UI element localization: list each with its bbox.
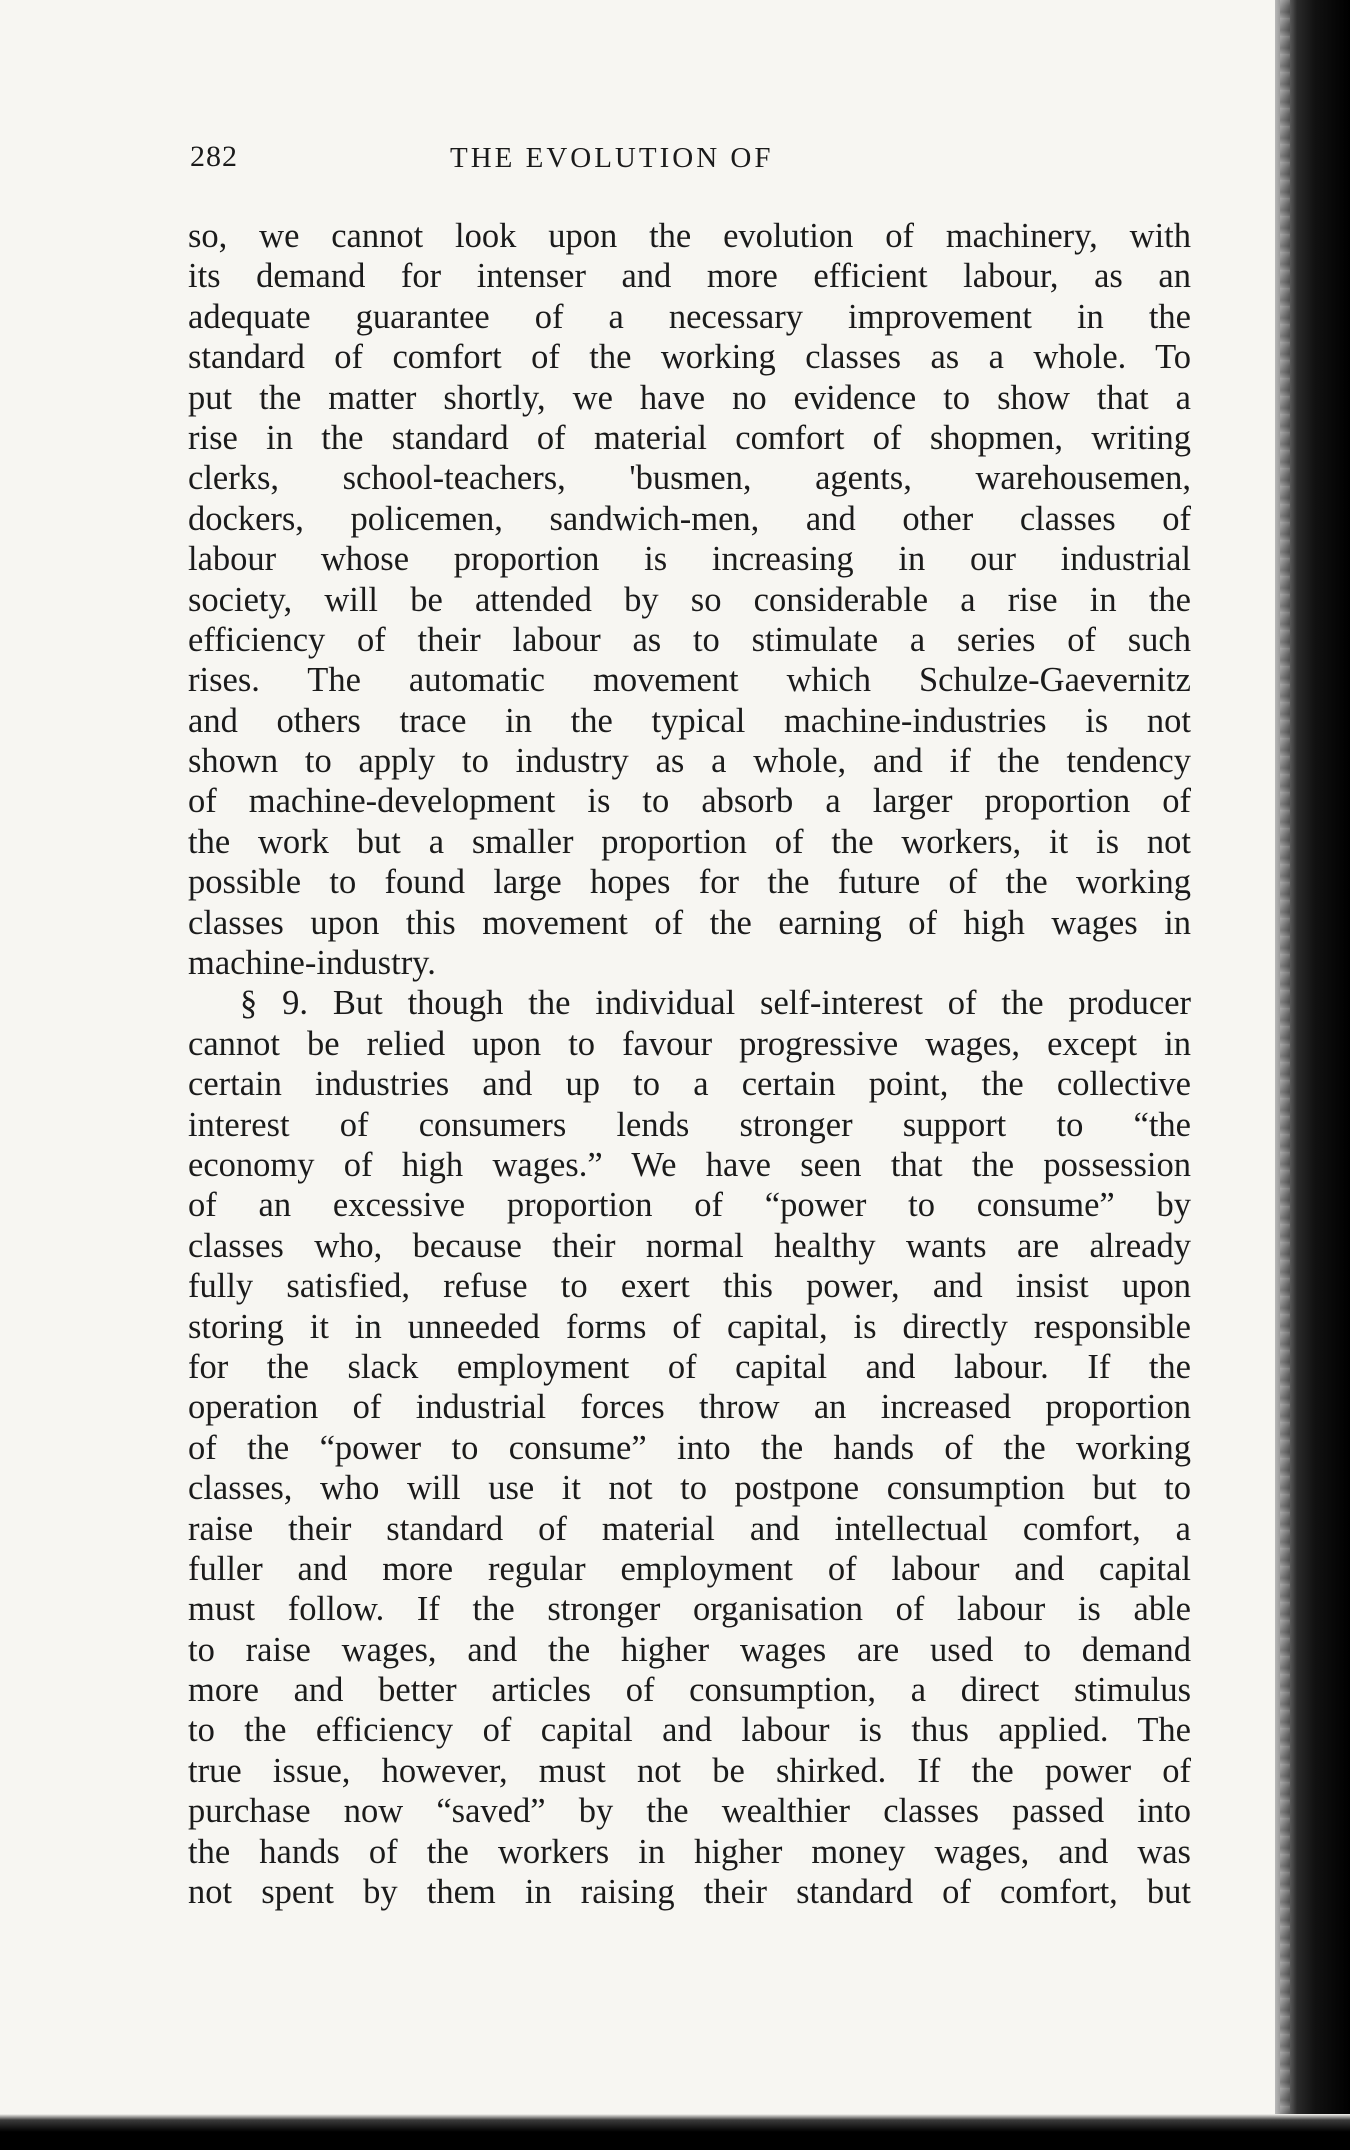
text-line: fuller and more regular employment of labour and capital [188,1549,1191,1588]
text-line: economy of high wages.” We have seen that the possession [188,1145,1191,1184]
text-line: true issue, however, must not be shirked. If the power of [188,1751,1191,1790]
text-line: must follow. If the stronger organisation of labour is able [188,1590,1191,1629]
body-text [188,216,1191,1912]
page-header [190,140,1190,180]
text-line: classes, who will use it not to postpone consumption but to [188,1469,1191,1508]
text-line: for the slack employment of capital and labour. If the [188,1347,1191,1386]
scan-bottom-edge [0,2114,1350,2150]
text-line: not spent by them in raising their standard of comfort, but [188,1873,1191,1912]
text-line: so, we cannot look upon the evolution of machinery, with [188,217,1191,255]
text-line: raise their standard of material and intellectual comfort, a [188,1509,1191,1548]
text-line: and others trace in the typical machine-industries is not [188,701,1191,740]
text-line: possible to found large hopes for the future of the working [188,863,1191,902]
text-line: of an excessive proportion of “power to consume” by [188,1186,1191,1225]
text-line: efficiency of their labour as to stimulate a series of such [188,620,1191,659]
running-title: THE EVOLUTION OF [450,142,774,174]
text-line: shown to apply to industry as a whole, and if the tendency [188,742,1191,781]
page-edge-texture [1280,0,1290,2150]
paragraph-end-line: machine-industry. [188,944,436,983]
text-line: operation of industrial forces throw an increased proportion [188,1388,1191,1427]
text-line: to the efficiency of capital and labour is thus applied. The [188,1711,1191,1750]
text-line: interest of consumers lends stronger support to “the [188,1105,1191,1144]
text-line: classes who, because their normal healthy wants are already [188,1226,1191,1265]
text-line: labour whose proportion is increasing in our industrial [188,540,1191,579]
text-line: fully satisfied, refuse to exert this power, and insist upon [188,1267,1191,1306]
text-line: of machine-development is to absorb a larger proportion of [188,782,1191,821]
text-line: the work but a smaller proportion of the workers, it is not [188,822,1191,861]
section-9-first-line: § 9. But though the individual self-interest of the producer [240,984,1191,1023]
text-line: classes upon this movement of the earning of high wages in [188,903,1191,942]
text-line: society, will be attended by so considerable a rise in the [188,580,1191,619]
text-line: dockers, policemen, sandwich-men, and other classes of [188,499,1191,538]
text-line: of the “power to consume” into the hands of the working [188,1428,1191,1467]
text-line: put the matter shortly, we have no evidence to show that a [188,378,1191,417]
text-line: clerks, school-teachers, 'busmen, agents, warehousemen, [188,459,1191,498]
text-line: the hands of the workers in higher money wages, and was [188,1832,1191,1871]
page-number: 282 [190,140,238,173]
text-line: adequate guarantee of a necessary improvement in the [188,297,1191,336]
text-line: to raise wages, and the higher wages are used to demand [188,1630,1191,1669]
text-line: more and better articles of consumption, a direct stimulus [188,1671,1191,1710]
text-line: certain industries and up to a certain point, the collective [188,1065,1191,1104]
text-line: cannot be relied upon to favour progressive wages, except in [188,1024,1191,1063]
text-line: rises. The automatic movement which Schulze-Gaevernitz [188,661,1191,700]
text-line: purchase now “saved” by the wealthier classes passed into [188,1792,1191,1831]
text-line: rise in the standard of material comfort of shopmen, writing [188,418,1191,457]
text-line: standard of comfort of the working classes as a whole. To [188,338,1191,377]
text-line: its demand for intenser and more efficient labour, as an [188,257,1191,296]
text-line: storing it in unneeded forms of capital, is directly responsible [188,1307,1191,1346]
